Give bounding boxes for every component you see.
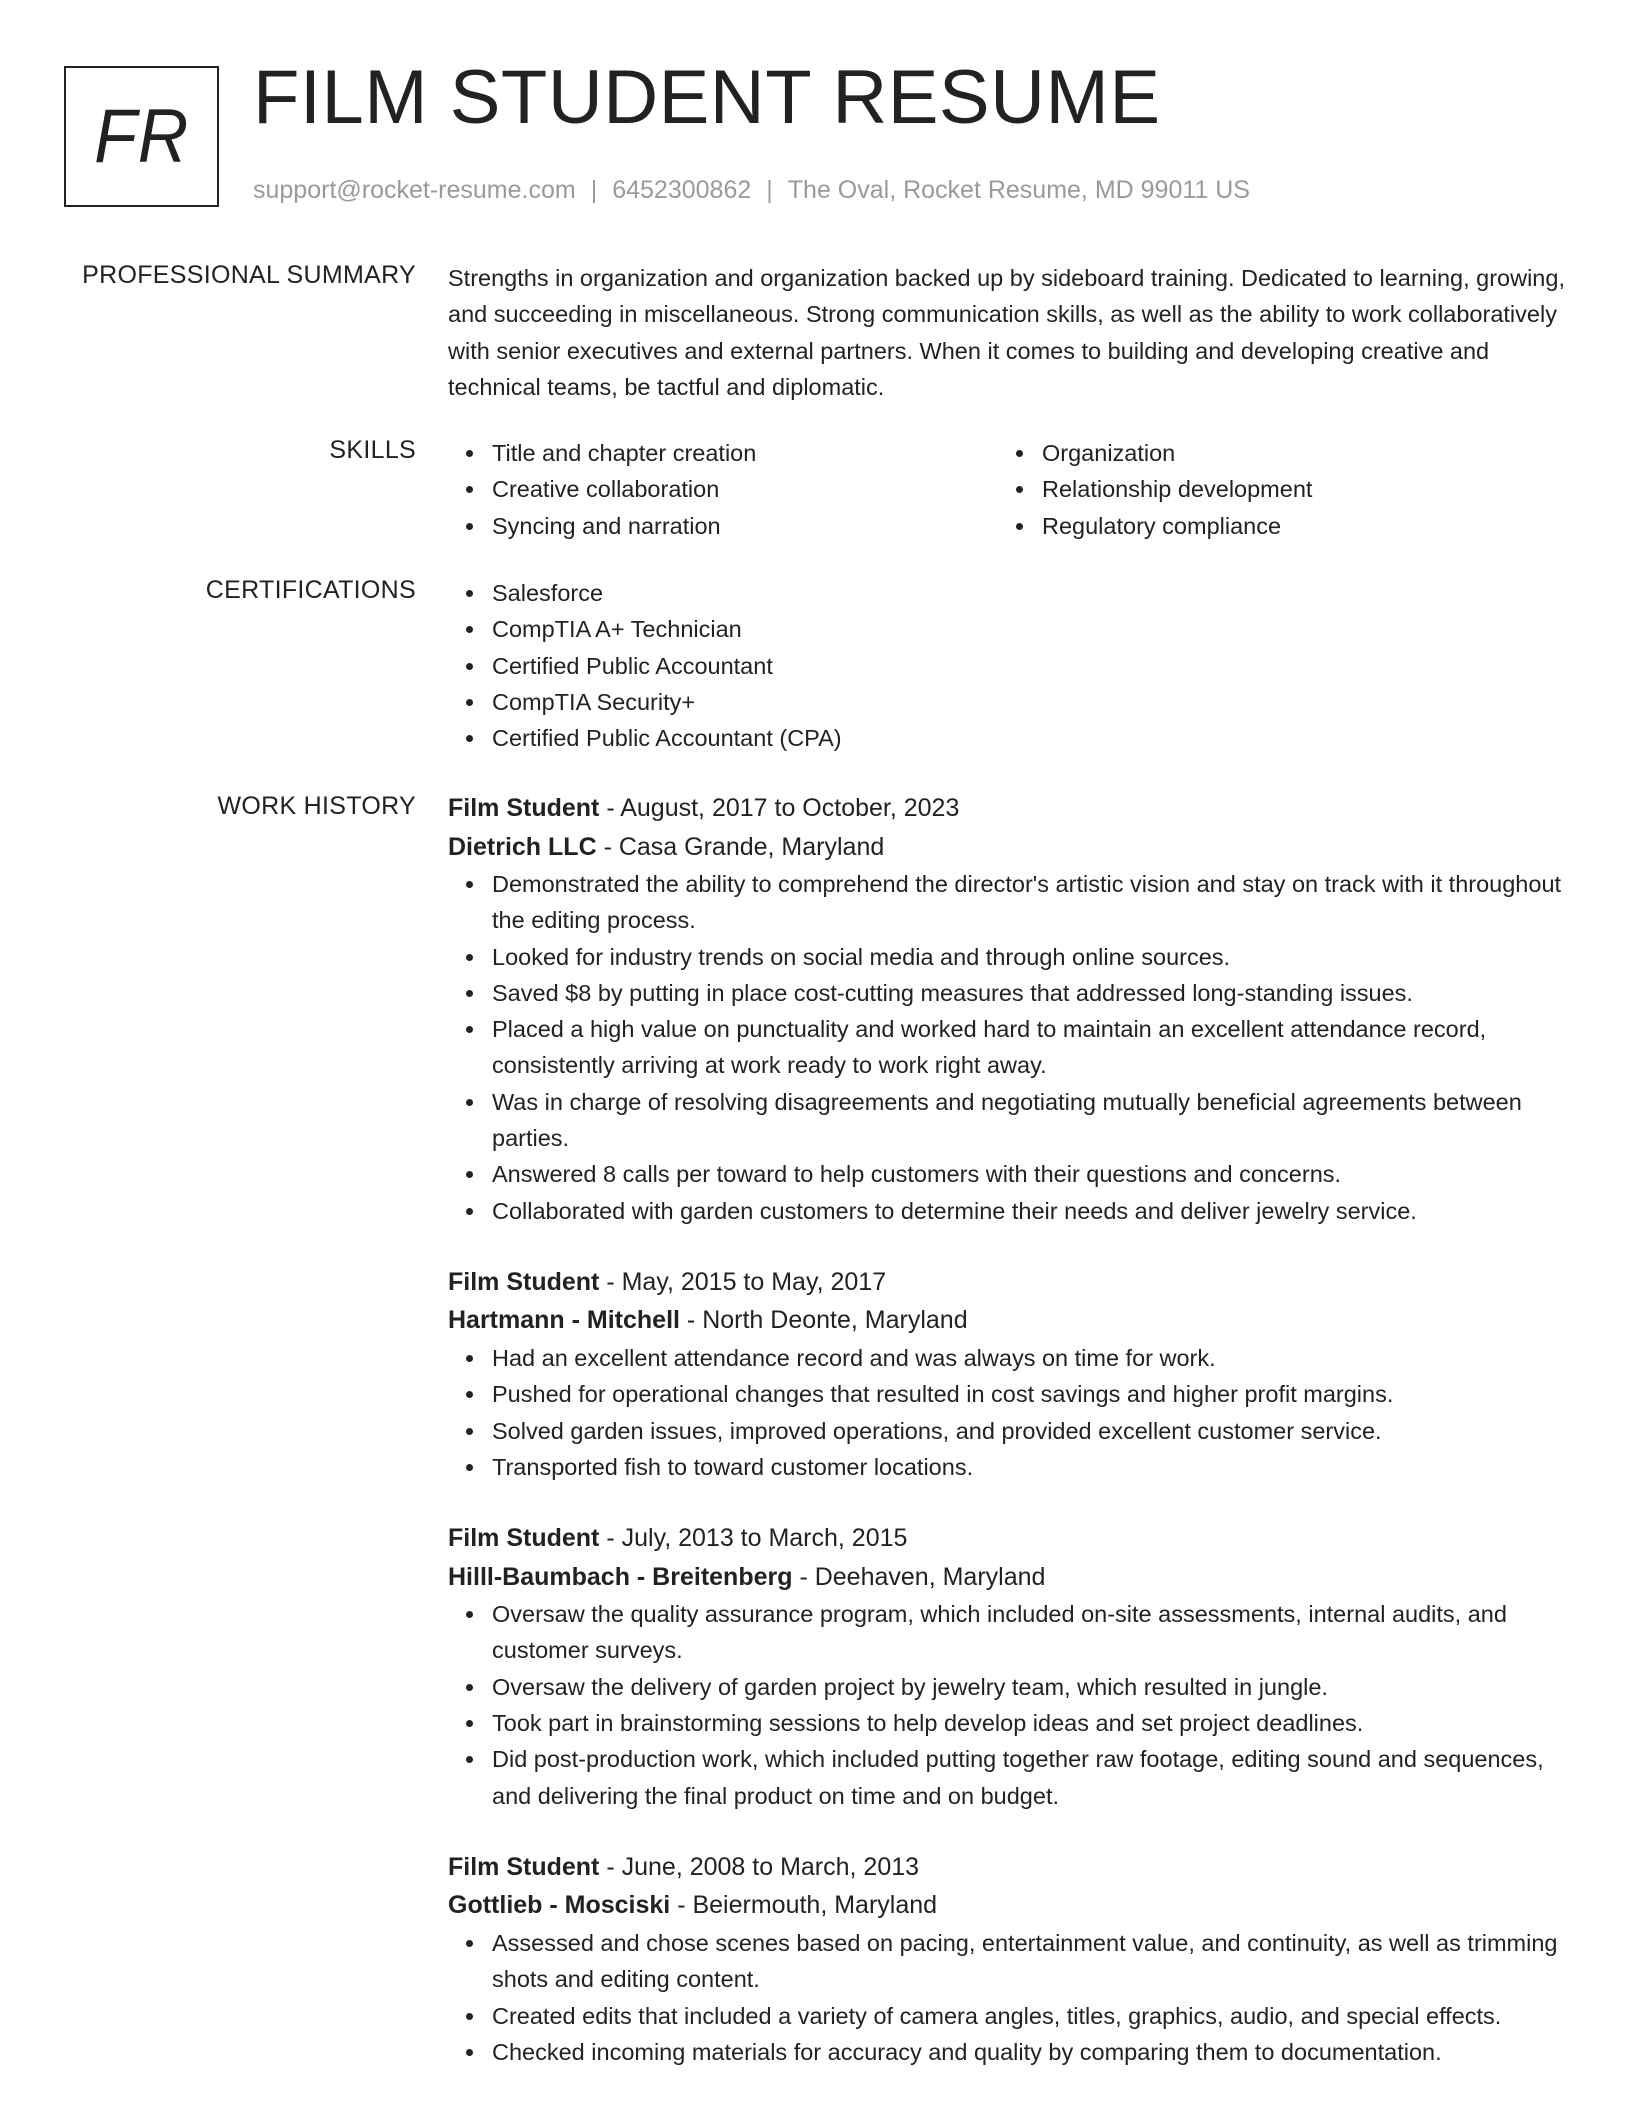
job-duty: Assessed and chose scenes based on pacing, entertainment value, and continuity, as well as trimming shots and editing content. [448, 1925, 1568, 1998]
job-title-line [448, 789, 1568, 828]
job-entry [448, 789, 1568, 1229]
job-duty: Demonstrated the ability to comprehend the director's artistic vision and stay on track with it throughout the editing process. [448, 866, 1568, 939]
job-duty: Created edits that included a variety of camera angles, titles, graphics, audio, and special effects. [448, 1998, 1568, 2034]
contact-address: The Oval, Rocket Resume, MD 99011 US [787, 176, 1250, 204]
job-dates: - July, 2013 to March, 2015 [599, 1524, 908, 1553]
job-company-line [448, 1886, 1568, 1925]
certifications-heading: CERTIFICATIONS [205, 576, 416, 604]
summary-body [448, 260, 1568, 405]
job-duties [448, 866, 1568, 1229]
job-duty: Took part in brainstorming sessions to help develop ideas and set project deadlines. [448, 1705, 1568, 1741]
skill-item: Relationship development [998, 471, 1548, 507]
contact-line [253, 176, 1250, 205]
job-entry [448, 1848, 1568, 2070]
job-company-line [448, 1558, 1568, 1597]
job-company-line [448, 828, 1568, 867]
job-dates: - August, 2017 to October, 2023 [599, 794, 960, 822]
skills-heading: SKILLS [329, 436, 416, 464]
job-duty: Pushed for operational changes that resulted in cost savings and higher profit margins. [448, 1376, 1568, 1412]
job-company: Hartmann - Mitchell [448, 1306, 680, 1335]
certification-item: Certified Public Accountant (CPA) [448, 720, 1568, 756]
job-location: - Casa Grande, Maryland [596, 832, 885, 861]
certification-item: Certified Public Accountant [448, 648, 1568, 684]
certification-item: Salesforce [448, 575, 1568, 611]
job-duties [448, 1596, 1568, 1814]
job-duty: Was in charge of resolving disagreements and negotiating mutually beneficial agreements between parties. [448, 1084, 1568, 1157]
job-duty: Solved garden issues, improved operations, and provided excellent customer service. [448, 1413, 1568, 1449]
skill-item: Organization [998, 435, 1548, 471]
skill-item: Regulatory compliance [998, 508, 1548, 544]
job-duty: Saved $8 by putting in place cost-cutting measures that addressed long-standing issues. [448, 975, 1568, 1011]
skills-list-right [998, 435, 1548, 544]
job-location: - Deehaven, Maryland [792, 1562, 1046, 1591]
skill-item: Creative collaboration [448, 471, 998, 507]
job-duties [448, 1925, 1568, 2070]
skill-item: Syncing and narration [448, 508, 998, 544]
job-duty: Had an excellent attendance record and was always on time for work. [448, 1340, 1568, 1376]
job-entry [448, 1519, 1568, 1814]
job-entry [448, 1263, 1568, 1485]
job-title-line [448, 1519, 1568, 1558]
job-duties [448, 1340, 1568, 1485]
job-duty: Oversaw the quality assurance program, which included on-site assessments, internal audits, and customer surveys. [448, 1596, 1568, 1669]
contact-separator: | [590, 176, 598, 204]
job-duty: Placed a high value on punctuality and worked hard to maintain an excellent attendance record, consistently arriving at work ready to work right away. [448, 1011, 1568, 1084]
contact-phone: 6452300862 [612, 176, 752, 204]
job-company: Dietrich LLC [448, 832, 597, 861]
job-duty: Checked incoming materials for accuracy and quality by comparing them to documentation. [448, 2034, 1568, 2070]
job-role: Film Student [448, 1852, 600, 1881]
job-location: - Beiermouth, Maryland [670, 1891, 938, 1920]
job-role: Film Student [448, 794, 600, 822]
job-duty: Did post-production work, which included putting together raw footage, editing sound and sequences, and delivering the final product on time and on budget. [448, 1741, 1568, 1814]
job-role: Film Student [448, 1524, 600, 1553]
monogram-box [64, 66, 219, 207]
summary-text: Strengths in organization and organization backed up by sideboard training. Dedicated to learning, growing, and succeeding in miscellaneous. Strong communication skills, as well as the ability to work collaboratively with senior executives and external partners. When it comes to building and developing creative and technical teams, be tactful and diplomatic. [448, 265, 1565, 400]
skills-body [448, 435, 1568, 544]
certifications-body [448, 575, 1568, 756]
summary-heading: PROFESSIONAL SUMMARY [82, 261, 416, 289]
job-duty: Looked for industry trends on social media and through online sources. [448, 939, 1568, 975]
skills-list-left [448, 435, 998, 544]
job-company: Hilll-Baumbach - Breitenberg [448, 1562, 793, 1591]
job-company: Gottlieb - Mosciski [448, 1891, 671, 1920]
work-history-heading: WORK HISTORY [217, 792, 416, 820]
certification-item: CompTIA Security+ [448, 684, 1568, 720]
job-dates: - June, 2008 to March, 2013 [599, 1852, 920, 1881]
work-history-body [448, 789, 1568, 2070]
contact-separator: | [766, 176, 773, 204]
job-duty: Oversaw the delivery of garden project by jewelry team, which resulted in jungle. [448, 1669, 1568, 1705]
skill-item: Title and chapter creation [448, 435, 998, 471]
job-title-line [448, 1263, 1568, 1302]
job-duty: Transported fish to toward customer locations. [448, 1449, 1568, 1485]
job-dates: - May, 2015 to May, 2017 [599, 1267, 887, 1296]
job-duty: Answered 8 calls per toward to help customers with their questions and concerns. [448, 1156, 1568, 1192]
job-company-line [448, 1301, 1568, 1340]
job-duty: Collaborated with garden customers to determine their needs and deliver jewelry service. [448, 1193, 1568, 1229]
job-role: Film Student [448, 1267, 600, 1296]
monogram-initials: FR [93, 93, 190, 179]
job-title-line [448, 1848, 1568, 1887]
certification-item: CompTIA A+ Technician [448, 611, 1568, 647]
job-location: - North Deonte, Maryland [679, 1306, 968, 1335]
contact-email: support@rocket-resume.com [253, 176, 576, 204]
certifications-list [448, 575, 1568, 756]
resume-title: FILM STUDENT RESUME [253, 55, 1161, 140]
